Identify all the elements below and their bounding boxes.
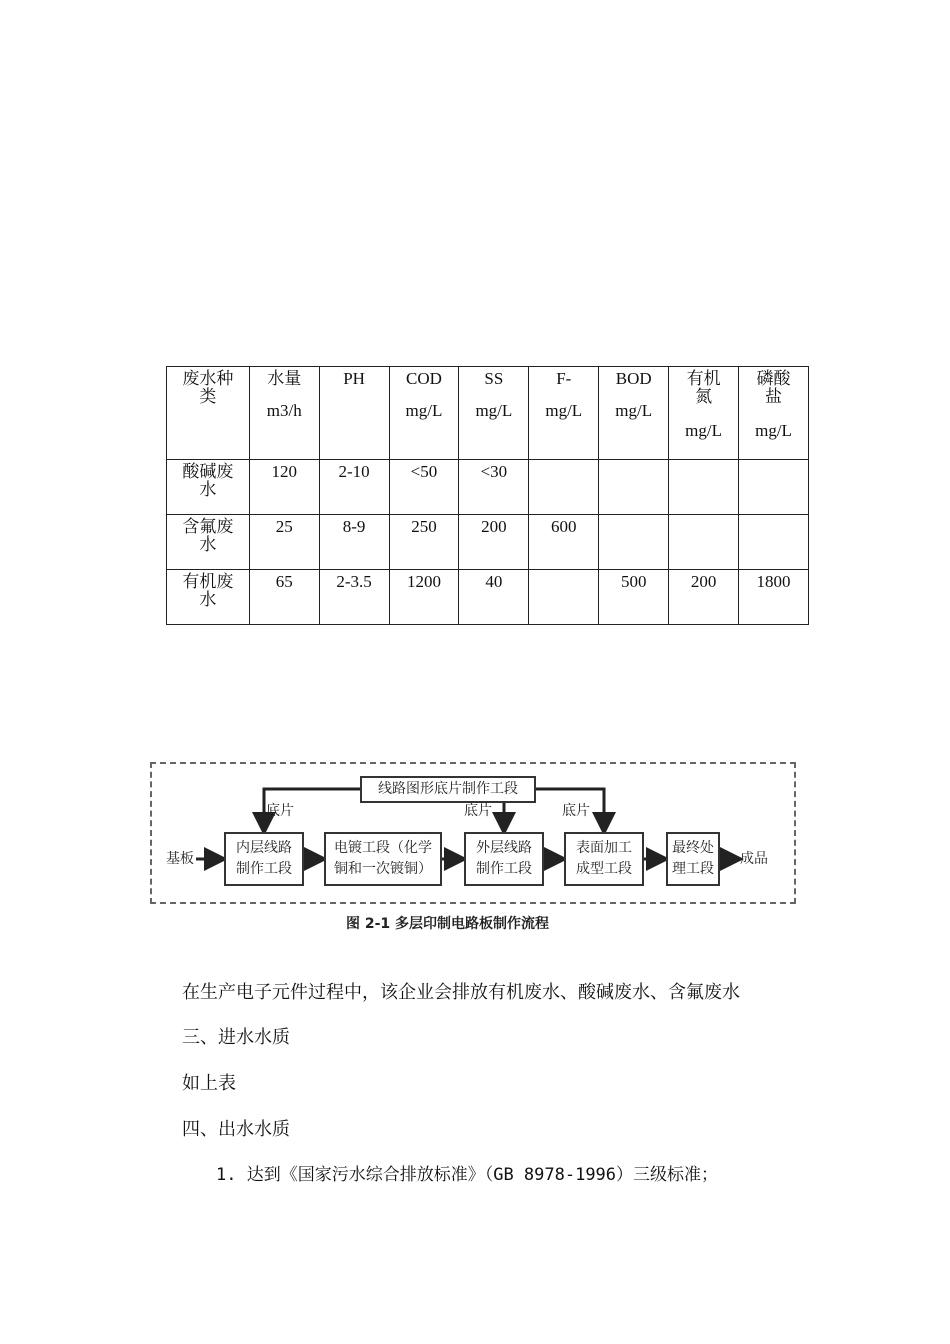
table-cell: 25 [249, 515, 319, 570]
table-cell [599, 515, 669, 570]
row-name-cell: 含氟废 水 [167, 515, 250, 570]
film-label: 底片 [562, 803, 590, 819]
step-surface-box: 表面加工 成型工段 [564, 832, 644, 886]
output-label: 成品 [740, 851, 768, 867]
table-cell: 1200 [389, 570, 459, 625]
film-label: 底片 [266, 803, 294, 819]
table-header-row [167, 367, 809, 460]
table-cell: 200 [669, 570, 739, 625]
wastewater-quality-table [166, 366, 809, 625]
header-cell: SS mg/L [459, 367, 529, 460]
table-row [167, 570, 809, 625]
table-cell: 600 [529, 515, 599, 570]
table-cell [529, 570, 599, 625]
list-item-standard: 1. 达到《国家污水综合排放标准》（GB 8978-1996）三级标准； [216, 1165, 719, 1185]
film-production-box: 线路图形底片制作工段 [360, 776, 536, 803]
table-cell: <30 [459, 460, 529, 515]
film-label: 底片 [464, 803, 492, 819]
paragraph-see-table: 如上表 [182, 1073, 236, 1094]
table-cell [669, 460, 739, 515]
section-heading-inflow: 三、进水水质 [182, 1027, 290, 1048]
table-cell [739, 515, 809, 570]
header-cell: 水量 m3/h [249, 367, 319, 460]
step-inner-layer-box: 内层线路 制作工段 [224, 832, 304, 886]
paragraph-discharge: 在生产电子元件过程中，该企业会排放有机废水、酸碱废水、含氟废水 [182, 982, 740, 1003]
table-cell: 500 [599, 570, 669, 625]
row-name-cell: 有机废 水 [167, 570, 250, 625]
step-outer-layer-box: 外层线路 制作工段 [464, 832, 544, 886]
table-cell: <50 [389, 460, 459, 515]
table-cell: 8-9 [319, 515, 389, 570]
step-plating-box: 电镀工段（化学 铜和一次镀铜） [324, 832, 442, 886]
table-cell: 200 [459, 515, 529, 570]
header-cell: COD mg/L [389, 367, 459, 460]
header-cell: 废水种 类 [167, 367, 250, 460]
figure-caption: 图 2-1 多层印制电路板制作流程 [346, 916, 550, 932]
table-cell: 1800 [739, 570, 809, 625]
row-name-cell: 酸碱废 水 [167, 460, 250, 515]
table-cell [669, 515, 739, 570]
table-cell: 65 [249, 570, 319, 625]
table-cell: 40 [459, 570, 529, 625]
header-cell: 有机 氮 mg/L [669, 367, 739, 460]
header-cell: BOD mg/L [599, 367, 669, 460]
pcb-process-flow-diagram [148, 760, 800, 908]
table-cell [529, 460, 599, 515]
table-cell: 2-10 [319, 460, 389, 515]
header-cell: 磷酸 盐 mg/L [739, 367, 809, 460]
table-row [167, 515, 809, 570]
table-cell: 250 [389, 515, 459, 570]
table-cell: 120 [249, 460, 319, 515]
step-final-box: 最终处 理工段 [666, 832, 720, 886]
table-cell [739, 460, 809, 515]
table-cell [599, 460, 669, 515]
table-row [167, 460, 809, 515]
section-heading-outflow: 四、出水水质 [182, 1119, 290, 1140]
table-cell: 2-3.5 [319, 570, 389, 625]
input-label: 基板 [166, 851, 194, 867]
header-cell: PH [319, 367, 389, 460]
header-cell: F- mg/L [529, 367, 599, 460]
